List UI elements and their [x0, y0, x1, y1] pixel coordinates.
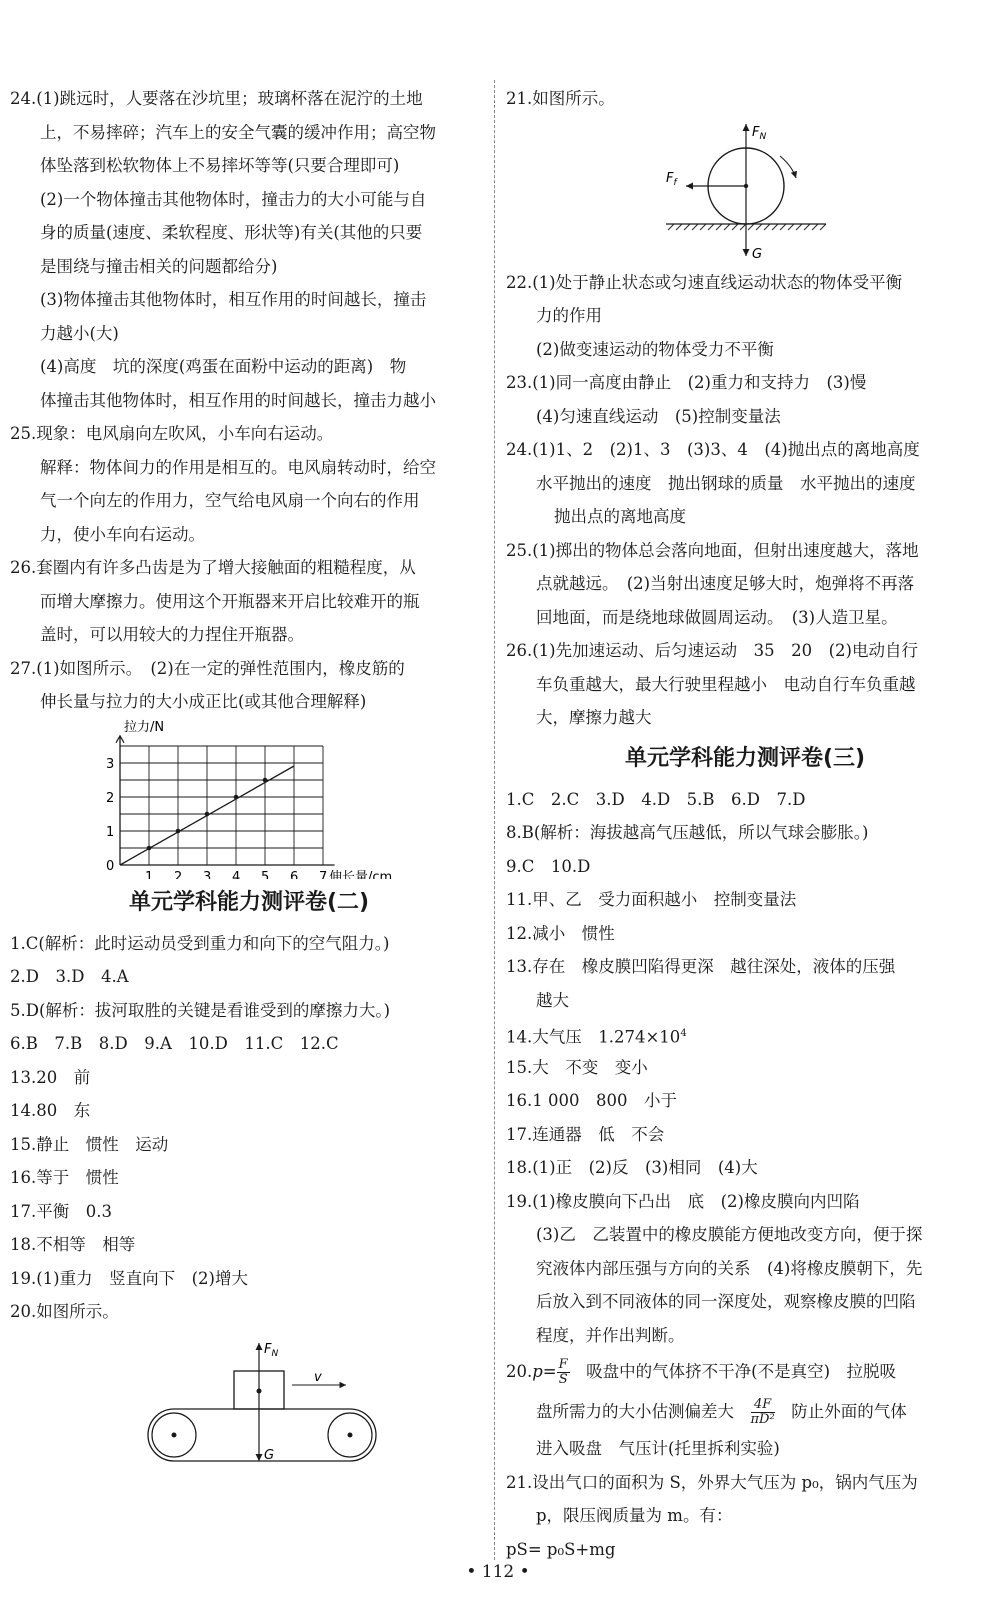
answer-line: 26.套圈内有许多凸齿是为了增大接触面的粗糙程度，从: [10, 558, 416, 577]
conveyor-belt: [148, 1409, 376, 1461]
data-point: [176, 828, 181, 833]
answer-line: 程度，并作出判断。: [536, 1325, 685, 1345]
x-axis-label: 伸长量/cm: [329, 869, 393, 879]
answer-line: 力越小(大): [40, 323, 119, 343]
x-tick-label: 1: [145, 869, 154, 879]
answer-line: 上，不易摔碎；汽车上的安全气囊的缓冲作用；高空物: [40, 122, 436, 142]
answer-line: 13.存在 橡皮膜凹陷得更深 越往深处，液体的压强: [506, 957, 896, 976]
answer-line: 体撞击其他物体时，相互作用的时间越长，撞击力越小: [40, 390, 436, 410]
answer-line: 23.(1)同一高度由静止 (2)重力和支持力 (3)慢: [506, 373, 867, 392]
answer-line: 越大: [536, 990, 569, 1010]
answer-line: 18.不相等 相等: [10, 1235, 136, 1254]
answer-line: pS= p₀S+mg: [506, 1539, 616, 1559]
left-column: [10, 82, 488, 1479]
v-label: v: [314, 1369, 322, 1385]
y-tick-label: 0: [106, 858, 115, 874]
answer-line: (4)高度 坑的深度(鸡蛋在面粉中运动的距离) 物: [40, 357, 407, 376]
answer-line: 13.20 前: [10, 1067, 91, 1087]
q20-line2: 盘所需力的大小估测偏差大 $\frac{4F}{\text{πD²}}$ 防止外面的气体: [536, 1397, 907, 1427]
answer-line: 19.(1)重力 竖直向下 (2)增大: [10, 1268, 248, 1288]
answer-line: 点就越远。 (2)当射出速度足够大时，炮弹将不再落: [536, 574, 915, 593]
right-roller-axle: [348, 1432, 353, 1437]
conveyor-diagram-svg: [10, 1329, 488, 1479]
answer-line: 17.平衡 0.3: [10, 1201, 112, 1221]
answer-line: 盖时，可以用较大的力捏住开瓶器。: [40, 625, 304, 644]
answer-line: 体坠落到松软物体上不易摔坏等等(只要合理即可): [40, 156, 400, 175]
answer-line: 9.C 10.D: [506, 856, 591, 876]
answer-line: 车负重越大，最大行驶里程越小 电动自行车负重越: [536, 674, 916, 694]
fraction-4f-over-pid2: $\frac{4F}{\text{πD²}}$: [750, 1397, 775, 1427]
left-answers-block: [10, 82, 488, 719]
answer-line: 大，摩擦力越大: [536, 708, 652, 727]
answer-line: 26.(1)先加速运动、后匀速运动 35 20 (2)电动自行: [506, 641, 918, 660]
answer-line: 5.D(解析：拔河取胜的关键是看谁受到的摩擦力大。): [10, 1000, 391, 1020]
answer-line: 25.(1)掷出的物体总会落向地面，但射出速度越大，落地: [506, 540, 919, 560]
answer-line: 14.80 东: [10, 1101, 91, 1120]
answer-line: 力，使小车向右运动。: [40, 524, 205, 544]
section-heading-3: 单元学科能力测评卷(三): [624, 745, 866, 771]
q21-solution-block: [506, 1466, 984, 1567]
answer-line: 1.C 2.C 3.D 4.D 5.B 6.D 7.D: [506, 789, 806, 809]
graph-svg: [10, 719, 430, 879]
answer-line: 17.连通器 低 不会: [506, 1124, 665, 1144]
ff-label: $F_f$: [666, 170, 677, 188]
answer-line: 24.(1)跳远时，人要落在沙坑里；玻璃杯落在泥泞的土地: [10, 89, 423, 108]
answer-line: 24.(1)1、2 (2)1、3 (3)3、4 (4)抛出点的离地高度: [506, 440, 920, 459]
ground-hatching: [668, 224, 826, 230]
answer-line: 8.B(解析：海拔越高气压越低，所以气球会膨胀。): [506, 823, 869, 842]
right-answers-block: [506, 266, 984, 735]
column-divider: [494, 80, 495, 1560]
x-tick-label: 4: [232, 869, 241, 879]
rolling-ball-force-diagram: [506, 116, 984, 266]
fraction-f-over-s: $\frac{F}{S}$: [558, 1357, 568, 1387]
fn-label: $F_N$: [752, 124, 767, 142]
conveyor-force-diagram: [10, 1329, 488, 1479]
answer-line: 21.设出气口的面积为 S，外界大气压为 p₀，锅内气压为: [506, 1472, 918, 1492]
answer-line: (3)物体撞击其他物体时，相互作用的时间越长，撞击: [40, 290, 427, 309]
data-point: [263, 777, 268, 782]
answer-line: 2.D 3.D 4.A: [10, 967, 129, 986]
force-extension-graph: [10, 719, 488, 879]
answer-line: 抛出点的离地高度: [554, 507, 686, 526]
g-label: G: [752, 246, 763, 262]
answer-line: 是围绕与撞击相关的问题都给分): [40, 256, 278, 276]
page-number: • 112 •: [466, 1562, 530, 1582]
answer-line: 气一个向左的作用力，空气给电风扇一个向右的作用: [40, 491, 420, 510]
unit3-answers-block-a: [506, 783, 984, 1018]
answer-line: 12.减小 惯性: [506, 923, 615, 943]
right-column: [506, 82, 984, 1566]
q20-line3: 进入吸盘 气压计(托里拆利实验): [536, 1439, 780, 1458]
x-tick-label: 3: [203, 869, 212, 879]
answer-line: 15.静止 惯性 运动: [10, 1134, 169, 1154]
answer-line: (4)匀速直线运动 (5)控制变量法: [536, 406, 781, 426]
y-axis-label: 拉力/N: [124, 719, 165, 735]
answer-line: 伸长量与拉力的大小成正比(或其他合理解释): [40, 692, 367, 711]
answer-line: 25.现象：电风扇向左吹风，小车向右运动。: [10, 424, 334, 443]
data-point: [234, 794, 239, 799]
left-roller-axle: [172, 1432, 177, 1437]
answer-line: 27.(1)如图所示。 (2)在一定的弹性范围内，橡皮筋的: [10, 658, 405, 678]
answer-line: 水平抛出的速度 抛出钢球的质量 水平抛出的速度: [536, 473, 916, 493]
answer-line: 身的质量(速度、柔软程度、形状等)有关(其他的只要: [40, 223, 423, 242]
data-point: [147, 845, 152, 850]
answer-line: 15.大 不变 变小: [506, 1057, 648, 1077]
unit3-answers-block-b: [506, 1051, 984, 1353]
answer-line: 而增大摩擦力。使用这个开瓶器来开启比较难开的瓶: [40, 591, 420, 611]
x-tick-label: 5: [261, 869, 270, 879]
answer-line: 22.(1)处于静止状态或匀速直线运动状态的物体受平衡: [506, 272, 903, 292]
answer-line: 力的作用: [536, 306, 602, 325]
q14-line: 14.大气压 $1.274\times 10^4$: [506, 1027, 687, 1047]
unit2-answers-block: [10, 927, 488, 1329]
answer-line: 究液体内部压强与方向的关系 (4)将橡皮膜朝下，先: [536, 1258, 923, 1278]
x-tick-label: 2: [174, 869, 183, 879]
answer-line: 16.等于 惯性: [10, 1168, 119, 1187]
q21-intro: 21.如图所示。: [506, 89, 615, 108]
answer-line: (3)乙 乙装置中的橡皮膜能方便地改变方向，便于探: [536, 1225, 923, 1244]
answer-line: 18.(1)正 (2)反 (3)相同 (4)大: [506, 1158, 758, 1177]
answer-line: 19.(1)橡皮膜向下凸出 底 (2)橡皮膜向内凹陷: [506, 1191, 860, 1211]
answer-line: 1.C(解析：此时运动员受到重力和向下的空气阻力。): [10, 933, 390, 953]
answer-line: 后放入到不同液体的同一深度处，观察橡皮膜的凹陷: [536, 1292, 916, 1311]
x-tick-label: 6: [290, 869, 299, 879]
answer-line: p，限压阀质量为 m。有：: [536, 1506, 733, 1525]
answer-line: 回地面，而是绕地球做圆周运动。 (3)人造卫星。: [536, 607, 898, 627]
data-point: [205, 811, 210, 816]
answer-line: 6.B 7.B 8.D 9.A 10.D 11.C 12.C: [10, 1034, 339, 1053]
g-label: G: [264, 1447, 275, 1463]
answer-line: 解释：物体间力的作用是相互的。电风扇转动时，给空: [40, 457, 436, 477]
answer-line: 20.如图所示。: [10, 1302, 119, 1321]
y-tick-label: 2: [106, 790, 115, 806]
q20-line1: 20.p= $\frac{F}{S}$ 吸盘中的气体挤不干净(不是真空) 拉脱吸: [506, 1357, 897, 1387]
section-heading-2: 单元学科能力测评卷(二): [128, 889, 370, 915]
answer-line: 16.1 000 800 小于: [506, 1091, 677, 1110]
ball-diagram-svg: [506, 116, 984, 266]
y-tick-label: 1: [106, 824, 115, 840]
answer-line: 11.甲、乙 受力面积越小 控制变量法: [506, 890, 797, 909]
answer-line: (2)做变速运动的物体受力不平衡: [536, 339, 774, 359]
y-tick-label: 3: [106, 756, 115, 772]
fn-label: $F_N$: [264, 1341, 279, 1359]
answer-line: (2)一个物体撞击其他物体时，撞击力的大小可能与自: [40, 189, 427, 209]
x-tick-label: 7: [319, 869, 328, 879]
